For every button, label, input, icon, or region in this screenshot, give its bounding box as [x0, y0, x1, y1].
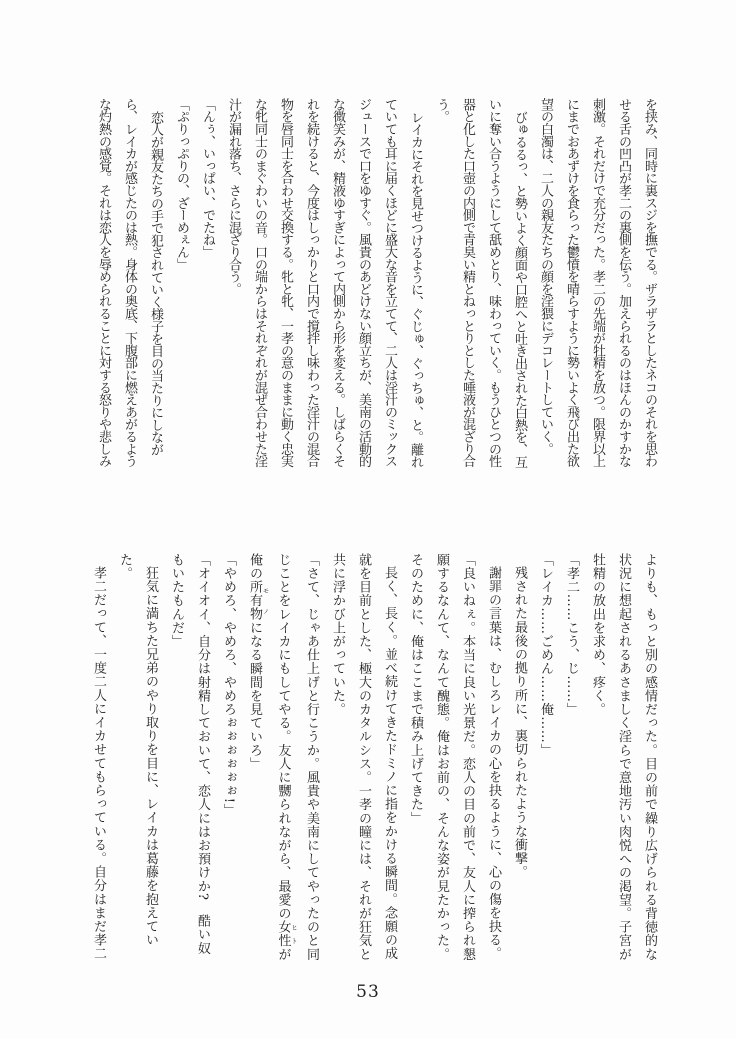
- text-line: ら、レイカが感じたのは熱。身体の奥底、下腹部に燃えあがるよう: [122, 98, 137, 468]
- text-line: にまでおあずけを食らった鬱憤を晴らすように勢いよく飛び出た欲: [564, 98, 579, 467]
- ruby-post-text: になる瞬間を見ていろ」: [247, 621, 262, 771]
- text-line: 長く、長く。並べ続けてきたドミノに指をかける瞬間。念願の成: [382, 566, 397, 961]
- text-line-dialogue: 「やめろ、やめろ、やめろぉぉぉぉぉぉ!」: [221, 553, 236, 818]
- text-line: 謝罪の言葉は、むしろレイカの心を抉るように、心の傷を抉る。: [486, 566, 501, 961]
- text-line: 状況に想起されるあさましく淫らで意地汚い肉悦への渇望。子宮が: [616, 553, 631, 961]
- top-text-block: [90, 98, 662, 470]
- text-line-dialogue: 「レイカ……ごめん……俺……」: [538, 553, 553, 757]
- text-line-with-furigana: [241, 553, 270, 965]
- page-number: 53: [356, 982, 380, 1002]
- text-line: 器と化した口壺の内側で青臭い精とねっとりとした唾液が混ざり合: [460, 98, 475, 468]
- text-line-dialogue: 「さて、じゃあ仕上げと行こうか。風貴や美南にしてやったのと同: [304, 553, 319, 961]
- text-line: 狂気に満ちた兄弟のやり取りを目に、レイカは葛藤を抱えてい: [143, 566, 158, 947]
- text-line-dialogue: 「ぷりっぷりの、ざーめぇん」: [174, 98, 189, 271]
- text-line: いに奪い合うようにして舐めとり、味わっていく。もうひとつの性: [486, 98, 501, 468]
- ruby-pre-text: じことをレイカにもしてやる。友人に嬲られながら、最愛の: [275, 553, 291, 921]
- text-line: びゅるるっ、と勢いよく顔面や口腔へと吐き出された白熱を、互: [512, 111, 527, 468]
- ruby-annotation: 女性 ヒト: [275, 920, 298, 948]
- text-line: せる舌の凹凸が孝二の裏側を伝う。加えられるのはほんのかすかな: [616, 98, 631, 468]
- text-line-dialogue: 「良いねぇ。本当に良い光景だ。恋人の目の前で、友人に搾られ懇: [460, 553, 475, 961]
- ruby-annotation: 所有物 モノ: [247, 580, 270, 622]
- text-line-with-furigana: [270, 553, 299, 965]
- text-line: レイカにそれを見せつけるように、ぐじゅ、ぐっちゅ、と。離れ: [408, 111, 423, 468]
- text-line: 汁が漏れ落ち、さらに混ざり合う。: [226, 98, 241, 295]
- text-line: 牡精の放出を求め、疼く。: [590, 553, 605, 717]
- text-line: 残された最後の拠り所に、裏切られたような衝撃。: [512, 566, 527, 879]
- text-line: 恋人が親友たちの手で犯されていく様子を目の当たりにしなが: [148, 111, 163, 456]
- text-line: 望の白濁は、二人の親友たちの顔を淫猥にデコレートしていく。: [538, 98, 553, 455]
- text-line: な灼熱の感覚。それは恋人を辱められることに対する怒りや悲しみ: [96, 98, 111, 468]
- text-line: ジュースで口をゆすぐ。風貴のあどけない顔立ちが、美南の活動的: [356, 98, 371, 468]
- text-line-dialogue: もいたもんだ」: [169, 553, 184, 649]
- text-line: を挟み、同時に裏スジを撫でる。ザラザラとしたネコのそれを思わ: [642, 98, 657, 468]
- text-line-dialogue: 「んぅ、いっぱい、でたね」: [200, 98, 215, 258]
- text-line: な牝同士のまぐわいの音。口の端からはそれぞれが混ぜ合わせた淫: [252, 98, 267, 468]
- text-line: よりも、もっと別の感情だった。目の前で繰り広げられる背徳的な: [642, 553, 657, 961]
- text-line: た。: [117, 553, 132, 581]
- text-line: 物を唇同士を合わせ交換する。牝と牝、一孝の意のままに動く忠実: [278, 98, 293, 468]
- text-line: 刺激。それだけで充分だった。孝二の先端が牡精を放つ。限界以上: [590, 98, 605, 468]
- text-line: 孝二だって、一度二人にイカせてもらっている。自分はまだ孝二: [91, 566, 106, 961]
- text-line-dialogue: 「孝二……こう、じ……」: [564, 553, 579, 717]
- text-line-dialogue: 「オイオイ、自分は射精しておいて、恋人にはお預けか? 酷い奴: [195, 553, 210, 955]
- ruby-post-text: が: [275, 947, 291, 962]
- text-line: 共に浮かび上がっていた。: [330, 553, 345, 717]
- text-line: な微笑みが、精液ゆすぎによって内側から形を変える。しばらくそ: [330, 98, 345, 468]
- ruby-pre-text: 俺の: [247, 553, 262, 581]
- text-line: 就を目前とした、極大のカタルシス。一孝の瞳には、それが狂気と: [356, 553, 371, 961]
- bottom-text-block: [85, 553, 662, 965]
- text-line: れを続けると、今度はしっかりと口内で撹拌し味わった淫汁の混合: [304, 98, 319, 468]
- text-line: ていても耳に届くほどに盛大な音を立てて、二人は淫汁のミックス: [382, 98, 397, 468]
- text-line: 願するなんて、なんて醜態。俺はお前の、そんな姿が見たかった。: [434, 553, 449, 961]
- text-line: う。: [434, 98, 449, 123]
- text-line: そのために、俺はここまで積み上げてきた」: [408, 553, 423, 825]
